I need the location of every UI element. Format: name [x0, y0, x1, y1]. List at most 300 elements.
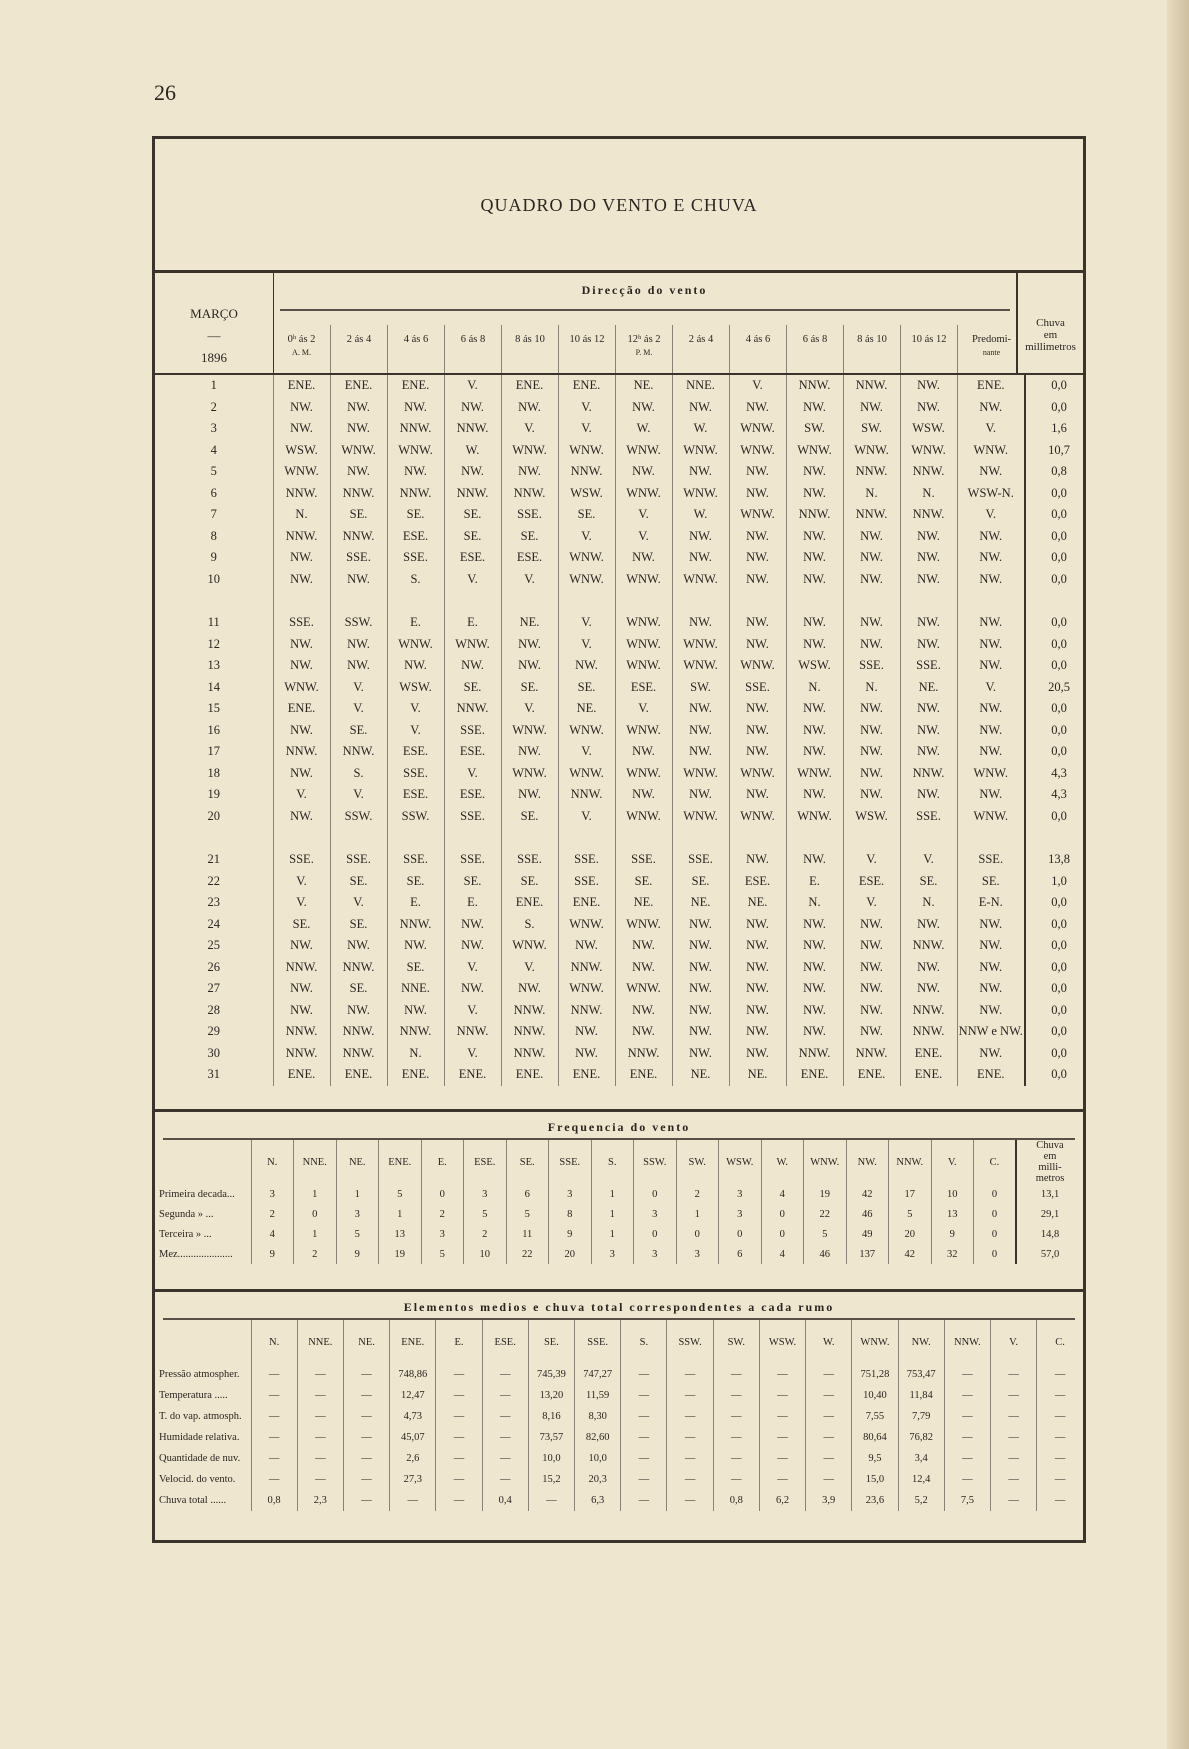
elements-section	[155, 1289, 1083, 1511]
wind-direction: NW.	[615, 1021, 672, 1043]
elements-value: —	[806, 1364, 852, 1385]
wind-direction: SSE.	[330, 849, 387, 871]
wind-direction: NW.	[843, 526, 900, 548]
time-column-label: 6 ás 8	[460, 334, 486, 345]
frequency-row-label: Mez.....................	[159, 1248, 233, 1260]
elements-value: 4,73	[390, 1406, 436, 1427]
wind-direction: NNW.	[387, 1021, 444, 1043]
wind-direction: WNW.	[615, 806, 672, 828]
frequency-column-header: NW.	[846, 1140, 889, 1184]
rain-value: 0,0	[1025, 526, 1092, 548]
wind-direction: NNW.	[900, 935, 957, 957]
predominant-wind: NW.	[957, 397, 1025, 419]
frequency-value: 5	[421, 1244, 464, 1264]
wind-direction: NW.	[444, 935, 501, 957]
elements-value: —	[991, 1385, 1037, 1406]
wind-direction: NW.	[900, 397, 957, 419]
elements-column-header: E.	[436, 1320, 482, 1364]
wind-direction: V.	[444, 1043, 501, 1065]
frequency-value: 13	[379, 1224, 422, 1244]
wind-direction: SE.	[387, 504, 444, 526]
elements-value: —	[482, 1385, 528, 1406]
wind-direction: SSE.	[900, 655, 957, 677]
wind-direction: WNW.	[273, 461, 330, 483]
elements-value: —	[297, 1427, 343, 1448]
elements-value: —	[621, 1385, 667, 1406]
wind-direction: NW.	[786, 461, 843, 483]
wind-direction: NNW.	[501, 1043, 558, 1065]
wind-direction: NNW.	[330, 526, 387, 548]
wind-direction: NW.	[729, 849, 786, 871]
elements-value: —	[621, 1406, 667, 1427]
wind-direction: NW.	[843, 784, 900, 806]
elements-value: —	[343, 1469, 389, 1490]
wind-direction: WNW.	[672, 569, 729, 591]
elements-value: —	[759, 1427, 805, 1448]
wind-direction: NW.	[786, 397, 843, 419]
wind-direction: NW.	[900, 634, 957, 656]
wind-direction: NNW.	[330, 741, 387, 763]
wind-direction: V.	[387, 698, 444, 720]
wind-direction: NW.	[729, 569, 786, 591]
wind-direction: NNW.	[900, 763, 957, 785]
wind-direction: NW.	[729, 784, 786, 806]
wind-direction: NW.	[672, 612, 729, 634]
elements-value: —	[621, 1469, 667, 1490]
wind-direction: NW.	[672, 547, 729, 569]
wind-direction: NW.	[501, 461, 558, 483]
wind-direction: ENE.	[330, 1064, 387, 1086]
wind-direction: NW.	[843, 612, 900, 634]
day-row	[155, 784, 1092, 806]
elements-column-header: WSW.	[759, 1320, 805, 1364]
wind-direction: NNW.	[786, 504, 843, 526]
wind-direction: NW.	[843, 914, 900, 936]
wind-direction: ENE.	[273, 698, 330, 720]
frequency-value: 1	[379, 1204, 422, 1224]
wind-direction: SSE.	[615, 849, 672, 871]
page-number: 26	[154, 80, 176, 105]
wind-direction: NW.	[444, 914, 501, 936]
title-box	[155, 139, 1083, 273]
rain-value: 20,5	[1025, 677, 1092, 699]
predominant-wind: SSE.	[957, 849, 1025, 871]
elements-value: 23,6	[852, 1490, 898, 1511]
time-column-label: 2 ás 4	[688, 334, 714, 345]
wind-direction: NE.	[672, 1064, 729, 1086]
frequency-value: 3	[251, 1184, 294, 1204]
wind-direction: WNW.	[729, 763, 786, 785]
wind-direction: NW.	[444, 461, 501, 483]
wind-direction: NW.	[900, 698, 957, 720]
wind-direction: NNW.	[786, 1043, 843, 1065]
wind-direction: WNW.	[330, 440, 387, 462]
wind-direction: NW.	[786, 526, 843, 548]
wind-direction: NW.	[729, 526, 786, 548]
wind-direction: SW.	[843, 418, 900, 440]
wind-direction: V.	[900, 849, 957, 871]
wind-direction: SSE.	[558, 849, 615, 871]
frequency-value: 0	[421, 1184, 464, 1204]
wind-direction: NNW.	[387, 483, 444, 505]
day-number: 5	[210, 464, 217, 479]
time-column-sub: A. M.	[292, 348, 311, 357]
wind-direction: NW.	[387, 461, 444, 483]
frequency-value: 3	[634, 1204, 677, 1224]
elements-value: —	[482, 1448, 528, 1469]
wind-direction: NW.	[900, 978, 957, 1000]
frequency-value: 3	[634, 1244, 677, 1264]
wind-direction: WSW.	[558, 483, 615, 505]
wind-direction: WNW.	[615, 763, 672, 785]
wind-direction: NE.	[672, 892, 729, 914]
wind-direction: SSE.	[330, 547, 387, 569]
wind-direction: WNW.	[729, 418, 786, 440]
day-row	[155, 892, 1092, 914]
wind-direction: NNW.	[900, 1021, 957, 1043]
wind-direction: ESE.	[843, 871, 900, 893]
wind-direction: WNW.	[558, 720, 615, 742]
wind-direction: ENE.	[273, 1064, 330, 1086]
wind-direction: NE.	[501, 612, 558, 634]
elements-column-header: V.	[991, 1320, 1037, 1364]
frequency-column-header: SW.	[676, 1140, 719, 1184]
wind-direction: NNW.	[444, 483, 501, 505]
wind-direction: NW.	[843, 1000, 900, 1022]
frequency-row	[155, 1224, 1083, 1244]
frequency-rain-value: 13,1	[1016, 1184, 1083, 1204]
elements-value: —	[806, 1427, 852, 1448]
frequency-column-header: WSW.	[719, 1140, 762, 1184]
wind-direction: NW.	[672, 1021, 729, 1043]
elements-value: —	[759, 1364, 805, 1385]
wind-direction: NW.	[273, 397, 330, 419]
elements-column-header: SW.	[713, 1320, 759, 1364]
predominant-wind: NW.	[957, 1043, 1025, 1065]
day-row	[155, 763, 1092, 785]
frequency-rain-value: 14,8	[1016, 1224, 1083, 1244]
wind-direction: NW.	[900, 914, 957, 936]
wind-direction: NW.	[273, 634, 330, 656]
day-number: 14	[207, 679, 220, 694]
wind-direction: N.	[786, 892, 843, 914]
time-column-header	[615, 325, 672, 373]
elements-value: 6,2	[759, 1490, 805, 1511]
wind-direction: NE.	[615, 375, 672, 397]
day-number: 21	[207, 852, 220, 867]
rain-value: 0,0	[1025, 612, 1092, 634]
day-row	[155, 978, 1092, 1000]
elements-header-row	[155, 1320, 1083, 1364]
frequency-row	[155, 1244, 1083, 1264]
wind-direction: NW.	[273, 806, 330, 828]
frequency-value: 2	[676, 1184, 719, 1204]
wind-direction: N.	[387, 1043, 444, 1065]
day-number: 20	[207, 808, 220, 823]
wind-direction: NW.	[900, 957, 957, 979]
wind-direction: E.	[387, 612, 444, 634]
elements-value: —	[1037, 1406, 1083, 1427]
elements-value: —	[713, 1385, 759, 1406]
elements-value: —	[436, 1406, 482, 1427]
month-label: MARÇO	[190, 306, 238, 321]
elements-row-label: Quantidade de nuv.	[159, 1453, 241, 1464]
elements-value: —	[343, 1427, 389, 1448]
wind-direction: NW.	[615, 547, 672, 569]
frequency-value: 4	[761, 1244, 804, 1264]
elements-value: —	[944, 1448, 990, 1469]
time-column-sub: P. M.	[635, 348, 653, 357]
day-number: 7	[210, 507, 217, 522]
elements-value: —	[482, 1469, 528, 1490]
predominant-wind: NW.	[957, 547, 1025, 569]
wind-direction: SE.	[273, 914, 330, 936]
wind-direction: NNE.	[672, 375, 729, 397]
wind-direction: SE.	[330, 914, 387, 936]
wind-direction: NNW.	[387, 418, 444, 440]
rain-value: 0,0	[1025, 892, 1092, 914]
frequency-column-header: NE.	[336, 1140, 379, 1184]
frequency-value: 2	[294, 1244, 337, 1264]
elements-value: 6,3	[575, 1490, 621, 1511]
frequency-value: 5	[379, 1184, 422, 1204]
frequency-value: 0	[974, 1244, 1017, 1264]
elements-value: 20,3	[575, 1469, 621, 1490]
rain-value: 4,3	[1025, 763, 1092, 785]
elements-value: —	[297, 1469, 343, 1490]
wind-direction: NW.	[672, 1043, 729, 1065]
wind-direction: SE.	[444, 504, 501, 526]
elements-value: 0,8	[713, 1490, 759, 1511]
day-number: 8	[210, 528, 217, 543]
wind-direction: ESE.	[387, 784, 444, 806]
elements-value: —	[436, 1469, 482, 1490]
wind-direction: V.	[444, 763, 501, 785]
wind-direction: WNW.	[786, 440, 843, 462]
rain-value: 1,6	[1025, 418, 1092, 440]
wind-direction: NW.	[729, 483, 786, 505]
predominant-wind: NW.	[957, 741, 1025, 763]
frequency-value: 0	[761, 1224, 804, 1244]
wind-direction: V.	[330, 892, 387, 914]
day-number: 24	[207, 916, 220, 931]
wind-direction: NW.	[786, 1000, 843, 1022]
frequency-value: 1	[336, 1184, 379, 1204]
elements-value: —	[667, 1427, 713, 1448]
elements-value: —	[806, 1385, 852, 1406]
wind-direction: NNW.	[501, 1000, 558, 1022]
rain-value: 0,0	[1025, 504, 1092, 526]
elements-value: 12,4	[898, 1469, 944, 1490]
wind-direction: WSW.	[900, 418, 957, 440]
wind-direction: SSE.	[444, 849, 501, 871]
day-number: 29	[207, 1024, 220, 1039]
wind-direction: NW.	[843, 957, 900, 979]
wind-direction: WNW.	[672, 655, 729, 677]
wind-direction: SE.	[387, 871, 444, 893]
elements-value: —	[251, 1448, 297, 1469]
elements-column-header: W.	[806, 1320, 852, 1364]
day-number: 22	[207, 873, 220, 888]
elements-value: 13,20	[528, 1385, 574, 1406]
day-row	[155, 914, 1092, 936]
wind-direction: NW.	[330, 655, 387, 677]
elements-value: —	[436, 1364, 482, 1385]
wind-direction: WNW.	[615, 612, 672, 634]
frequency-value: 1	[591, 1204, 634, 1224]
day-row	[155, 849, 1092, 871]
rain-value: 0,0	[1025, 634, 1092, 656]
wind-direction: NW.	[900, 569, 957, 591]
elements-value: —	[297, 1364, 343, 1385]
wind-direction: NW.	[729, 547, 786, 569]
wind-direction: WNW.	[729, 440, 786, 462]
wind-direction: NW.	[843, 935, 900, 957]
wind-direction: NNW.	[273, 526, 330, 548]
elements-column-header: WNW.	[852, 1320, 898, 1364]
wind-direction: NW.	[672, 935, 729, 957]
wind-direction: V.	[558, 741, 615, 763]
elements-value: 10,0	[575, 1448, 621, 1469]
wind-direction: W.	[672, 504, 729, 526]
wind-direction: SSW.	[330, 612, 387, 634]
predominant-wind: V.	[957, 418, 1025, 440]
wind-direction: NW.	[786, 483, 843, 505]
day-row	[155, 634, 1092, 656]
wind-direction: NW.	[273, 655, 330, 677]
time-column-header	[444, 325, 501, 373]
wind-direction: SE.	[330, 504, 387, 526]
elements-body	[155, 1320, 1083, 1511]
frequency-value: 9	[336, 1244, 379, 1264]
wind-direction: N.	[786, 677, 843, 699]
elements-value: 7,5	[944, 1490, 990, 1511]
time-column-header	[273, 325, 330, 373]
wind-direction: ENE.	[387, 375, 444, 397]
frequency-value: 19	[379, 1244, 422, 1264]
wind-direction: NW.	[330, 634, 387, 656]
wind-direction: WNW.	[558, 569, 615, 591]
elements-value: —	[482, 1364, 528, 1385]
wind-direction: NW.	[900, 612, 957, 634]
elements-value: 745,39	[528, 1364, 574, 1385]
elements-value: —	[667, 1469, 713, 1490]
rain-value: 0,0	[1025, 655, 1092, 677]
wind-direction: NNW.	[273, 483, 330, 505]
wind-direction: NNW.	[558, 1000, 615, 1022]
predominant-wind: NW.	[957, 914, 1025, 936]
wind-direction: N.	[843, 483, 900, 505]
wind-direction: NW.	[273, 569, 330, 591]
frequency-column-header: E.	[421, 1140, 464, 1184]
elements-value: —	[759, 1469, 805, 1490]
month-dash: —	[207, 328, 221, 343]
frequency-value: 1	[591, 1224, 634, 1244]
day-number: 23	[207, 895, 220, 910]
wind-direction: ESE.	[729, 871, 786, 893]
elements-value: —	[944, 1385, 990, 1406]
day-row	[155, 547, 1092, 569]
day-number: 13	[207, 658, 220, 673]
day-number: 26	[207, 959, 220, 974]
frequency-column-header: ESE.	[464, 1140, 507, 1184]
wind-direction: SE.	[558, 677, 615, 699]
wind-direction: NW.	[729, 957, 786, 979]
day-row	[155, 418, 1092, 440]
wind-direction: SSE.	[558, 871, 615, 893]
decade-gap	[155, 827, 1092, 849]
time-column-label: 2 ás 4	[346, 334, 372, 345]
wind-direction: NW.	[786, 784, 843, 806]
elements-column-header: SE.	[528, 1320, 574, 1364]
wind-direction: N.	[900, 892, 957, 914]
wind-direction: ENE.	[558, 1064, 615, 1086]
rain-value: 0,0	[1025, 569, 1092, 591]
wind-direction: SSE.	[501, 504, 558, 526]
wind-direction: WSW.	[786, 655, 843, 677]
time-column-sub: nante	[982, 348, 1001, 357]
wind-direction: NW.	[387, 655, 444, 677]
wind-direction: SSE.	[387, 547, 444, 569]
wind-direction: NW.	[900, 741, 957, 763]
frequency-value: 20	[549, 1244, 592, 1264]
time-column-header	[900, 325, 957, 373]
wind-direction: NW.	[786, 849, 843, 871]
wind-direction: WNW.	[501, 935, 558, 957]
elements-value: —	[436, 1427, 482, 1448]
wind-direction: NW.	[273, 547, 330, 569]
wind-direction: W.	[444, 440, 501, 462]
wind-direction: NW.	[786, 720, 843, 742]
wind-direction: SE.	[330, 720, 387, 742]
time-column-label: 8 ás 10	[515, 334, 545, 345]
frequency-value: 5	[336, 1224, 379, 1244]
wind-direction: NW.	[843, 978, 900, 1000]
predominant-wind: NW.	[957, 935, 1025, 957]
wind-direction: V.	[729, 375, 786, 397]
wind-direction: NW.	[900, 547, 957, 569]
time-column-label: 12ʰ ás 2	[627, 334, 661, 345]
wind-direction: NW.	[672, 397, 729, 419]
wind-direction: NNW.	[273, 1043, 330, 1065]
wind-direction: NW.	[672, 1000, 729, 1022]
day-row	[155, 720, 1092, 742]
rain-value: 10,7	[1025, 440, 1092, 462]
wind-direction: SE.	[501, 806, 558, 828]
day-row	[155, 677, 1092, 699]
rain-value: 13,8	[1025, 849, 1092, 871]
elements-value: —	[1037, 1469, 1083, 1490]
wind-direction: WNW.	[786, 763, 843, 785]
wind-direction: NW.	[729, 720, 786, 742]
frequency-column-header: NNE.	[294, 1140, 337, 1184]
frequency-section	[155, 1109, 1083, 1264]
wind-direction: SE.	[444, 871, 501, 893]
elements-value: 27,3	[390, 1469, 436, 1490]
wind-direction: WSW.	[843, 806, 900, 828]
elements-value: —	[667, 1364, 713, 1385]
day-number: 3	[210, 421, 217, 436]
frequency-value: 3	[719, 1184, 762, 1204]
time-column-header	[558, 325, 615, 373]
frequency-rain-value: 57,0	[1016, 1244, 1083, 1264]
rain-value: 0,0	[1025, 1064, 1092, 1086]
day-row	[155, 741, 1092, 763]
predominant-wind: NW.	[957, 461, 1025, 483]
frequency-value: 3	[336, 1204, 379, 1224]
frequency-value: 137	[846, 1244, 889, 1264]
wind-direction: V.	[843, 892, 900, 914]
